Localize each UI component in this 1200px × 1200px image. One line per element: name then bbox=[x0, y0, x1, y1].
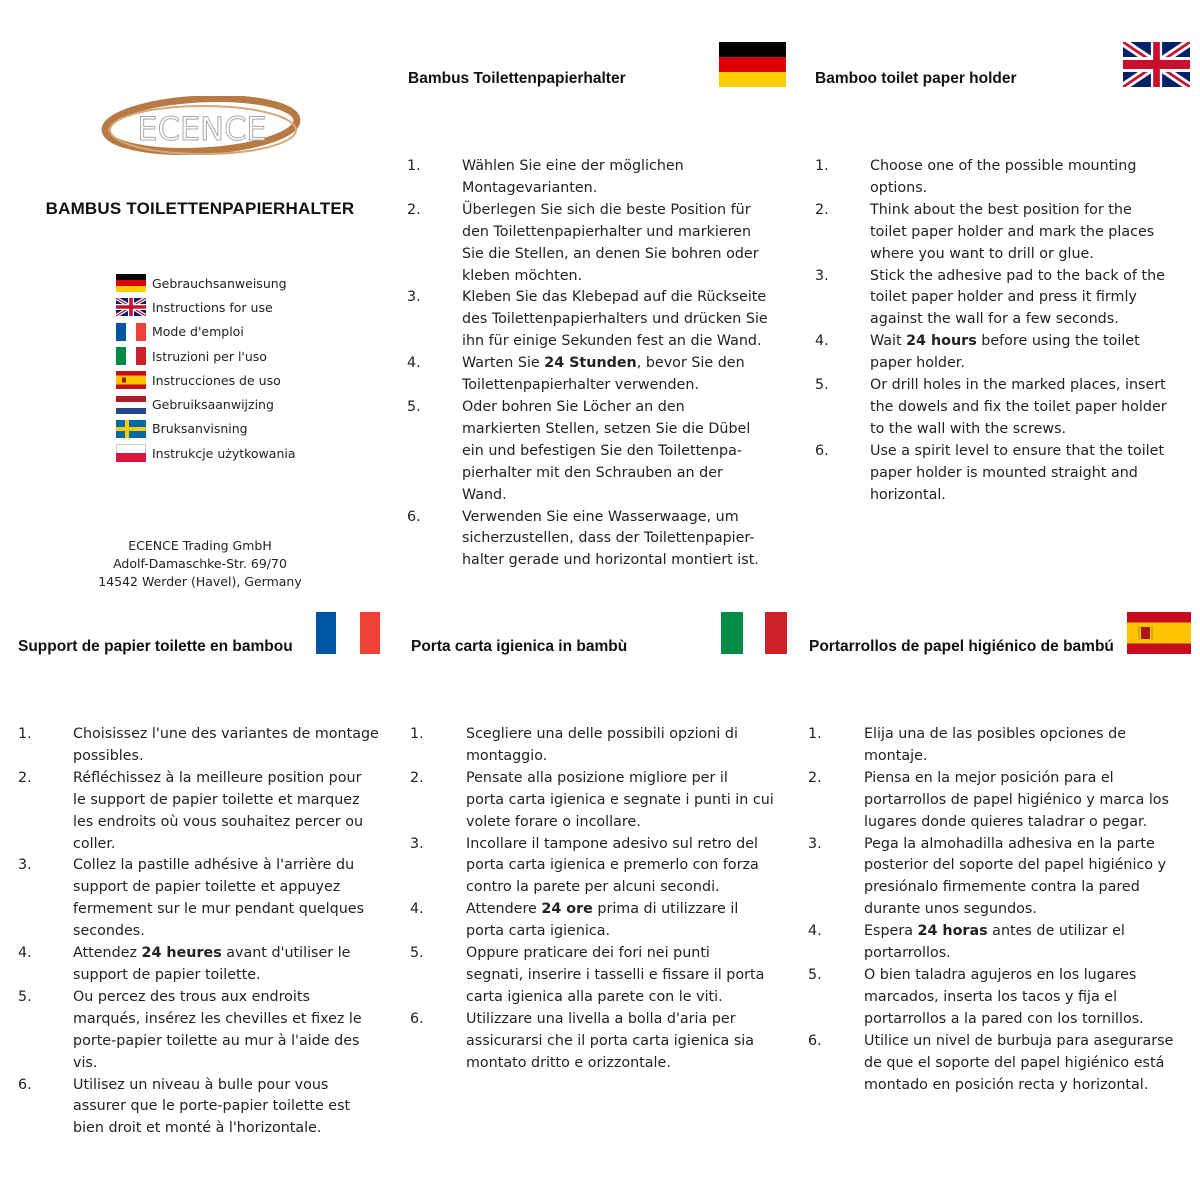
step-number: 2. bbox=[808, 769, 822, 786]
spain-flag-icon bbox=[116, 371, 146, 389]
bold-duration: 24 ore bbox=[541, 901, 593, 918]
step-item bbox=[18, 987, 390, 1075]
france-flag-icon bbox=[116, 323, 146, 341]
step-item bbox=[407, 507, 787, 573]
step-item bbox=[410, 899, 788, 943]
language-label: Instrucciones de uso bbox=[152, 372, 281, 388]
step-item bbox=[808, 965, 1193, 1031]
step-item bbox=[407, 156, 787, 200]
step-text: Elija una de las posibles opciones de montaje. bbox=[864, 726, 1127, 764]
step-item bbox=[808, 834, 1193, 922]
step-item bbox=[815, 375, 1185, 441]
step-number: 4. bbox=[808, 923, 822, 940]
step-item bbox=[410, 1009, 788, 1075]
step-text: Oder bohren Sie Löcher an den markierten Stellen, setzen Sie die Dübel ein und befestigen Sie den Toilettenpa- pierhalter mit den Schrauben an der Wand. bbox=[462, 398, 751, 503]
company-street: Adolf-Damaschke-Str. 69/70 bbox=[113, 556, 287, 571]
step-number: 5. bbox=[808, 966, 822, 983]
step-number: 2. bbox=[815, 201, 829, 218]
spain-flag-icon bbox=[1127, 612, 1191, 654]
heading-german: Bambus Toilettenpapierhalter bbox=[408, 70, 626, 87]
ecence-logo bbox=[100, 96, 305, 162]
step-text: Stick the adhesive pad to the back of the toilet paper holder and press it firmly against the wall for a few seconds. bbox=[870, 267, 1165, 328]
step-item bbox=[18, 855, 390, 943]
step-number: 1. bbox=[808, 726, 822, 742]
step-number: 3. bbox=[808, 835, 822, 852]
language-label: Instructions for use bbox=[152, 299, 273, 315]
step-item bbox=[808, 724, 1193, 768]
language-item-en bbox=[116, 295, 296, 319]
bold-duration: 24 heures bbox=[141, 945, 222, 962]
france-flag-icon bbox=[316, 612, 380, 654]
language-item-se bbox=[116, 417, 296, 441]
heading-italian: Porta carta igienica in bambù bbox=[411, 638, 628, 655]
step-text: Pega la almohadilla adhesiva en la parte posterior del soporte del papel higiénico y presiónalo firmemente contra la pared durante unos segundos. bbox=[864, 835, 1167, 918]
step-item bbox=[808, 768, 1193, 834]
step-text: Warten Sie 24 Stunden, bevor Sie den Toilettenpapierhalter verwenden. bbox=[462, 355, 745, 394]
step-text: Collez la pastille adhésive à l'arrière du support de papier toilette et appuyez fermement sur le mur pendant quelques secondes. bbox=[73, 857, 365, 940]
step-text: Think about the best position for the toilet paper holder and mark the places where you want to drill or glue. bbox=[870, 201, 1155, 262]
step-number: 2. bbox=[18, 769, 32, 786]
step-item bbox=[410, 768, 788, 834]
step-text: Choose one of the possible mounting options. bbox=[870, 158, 1137, 196]
step-number: 5. bbox=[815, 377, 829, 394]
step-item bbox=[410, 943, 788, 1009]
step-number: 2. bbox=[410, 769, 424, 786]
language-label: Mode d'emploi bbox=[152, 324, 244, 340]
step-number: 3. bbox=[410, 835, 424, 852]
steps-german bbox=[407, 156, 787, 572]
step-text: Verwenden Sie eine Wasserwaage, um sicherzustellen, dass der Toilettenpapier- halter gerade und horizontal montiert ist. bbox=[462, 508, 759, 569]
uk-flag-icon bbox=[1123, 42, 1190, 87]
step-number: 6. bbox=[410, 1010, 424, 1027]
step-number: 1. bbox=[410, 726, 424, 742]
language-item-es bbox=[116, 368, 296, 392]
step-item bbox=[815, 200, 1185, 266]
step-text: Use a spirit level to ensure that the toilet paper holder is mounted straight and horizontal. bbox=[870, 442, 1165, 503]
step-item bbox=[407, 397, 787, 507]
bold-duration: 24 hours bbox=[906, 333, 977, 350]
logo-text: ECENCE bbox=[137, 110, 267, 148]
step-number: 3. bbox=[18, 857, 32, 874]
step-item bbox=[18, 768, 390, 856]
step-item bbox=[410, 834, 788, 900]
steps-english bbox=[815, 156, 1185, 507]
step-number: 5. bbox=[18, 988, 32, 1005]
step-item bbox=[18, 724, 390, 768]
company-name: ECENCE Trading GmbH bbox=[128, 538, 272, 553]
germany-flag-icon bbox=[719, 42, 786, 87]
step-number: 4. bbox=[407, 355, 421, 372]
language-item-fr bbox=[116, 320, 296, 344]
step-number: 6. bbox=[808, 1032, 822, 1049]
language-item-de bbox=[116, 271, 296, 295]
step-number: 2. bbox=[407, 201, 421, 218]
step-number: 4. bbox=[815, 333, 829, 350]
step-item bbox=[18, 1075, 390, 1141]
step-item bbox=[407, 353, 787, 397]
step-text: Incollare il tampone adesivo sul retro del porta carta igienica e premerlo con forza contro la parete per alcuni secondi. bbox=[466, 835, 759, 896]
language-item-nl bbox=[116, 392, 296, 416]
company-address bbox=[0, 537, 400, 591]
step-text: Utilice un nivel de burbuja para asegurarse de que el soporte del papel higiénico está montado en posición recta y horizontal. bbox=[864, 1032, 1174, 1093]
poland-flag-icon bbox=[116, 444, 146, 462]
heading-english: Bamboo toilet paper holder bbox=[815, 70, 1017, 87]
step-text: Wait 24 hours before using the toilet paper holder. bbox=[870, 333, 1140, 372]
bold-duration: 24 horas bbox=[917, 923, 988, 940]
language-label: Istruzioni per l'uso bbox=[152, 348, 267, 364]
step-number: 3. bbox=[407, 289, 421, 306]
step-number: 6. bbox=[815, 442, 829, 459]
step-text: Überlegen Sie sich die beste Position für den Toilettenpapierhalter und markieren Sie die Stellen, an denen Sie bohren oder kleben möchten. bbox=[462, 201, 759, 284]
step-item bbox=[407, 200, 787, 288]
step-text: Wählen Sie eine der möglichen Montagevarianten. bbox=[462, 158, 684, 196]
step-number: 1. bbox=[815, 158, 829, 174]
step-text: Réfléchissez à la meilleure position pour le support de papier toilette et marquez les endroits où vous souhaitez percer ou coller. bbox=[73, 769, 364, 852]
step-item bbox=[808, 921, 1193, 965]
language-label: Gebrauchsanweisung bbox=[152, 275, 287, 291]
step-text: Utilizzare una livella a bolla d'aria per assicurarsi che il porta carta igienica sia montato dritto e orizzontale. bbox=[466, 1010, 755, 1071]
step-item bbox=[407, 287, 787, 353]
company-city: 14542 Werder (Havel), Germany bbox=[98, 574, 302, 589]
step-number: 3. bbox=[815, 267, 829, 284]
step-text: Scegliere una delle possibili opzioni di montaggio. bbox=[466, 726, 738, 764]
step-text: Piensa en la mejor posición para el portarrollos de papel higiénico y marca los lugares donde quieres taladrar o pegar. bbox=[864, 769, 1169, 830]
germany-flag-icon bbox=[116, 274, 146, 292]
language-item-pl bbox=[116, 441, 296, 465]
step-text: Pensate alla posizione migliore per il porta carta igienica e segnate i punti in cui volete forare o incollare. bbox=[466, 769, 774, 830]
uk-flag-icon bbox=[116, 298, 146, 316]
step-number: 6. bbox=[407, 508, 421, 525]
language-label: Gebruiksaanwijzing bbox=[152, 397, 274, 413]
heading-french: Support de papier toilette en bambou bbox=[18, 638, 293, 655]
product-title: BAMBUS TOILETTENPAPIERHALTER bbox=[45, 199, 355, 218]
language-list bbox=[116, 271, 296, 465]
heading-spanish: Portarrollos de papel higiénico de bambú bbox=[809, 638, 1114, 655]
language-item-it bbox=[116, 344, 296, 368]
step-item bbox=[808, 1031, 1193, 1097]
step-text: Espera 24 horas antes de utilizar el portarrollos. bbox=[864, 923, 1125, 962]
italy-flag-icon bbox=[116, 347, 146, 365]
step-text: Kleben Sie das Klebepad auf die Rückseite des Toilettenpapierhalters und drücken Sie ihn für einige Sekunden fest an die Wand. bbox=[462, 289, 768, 350]
step-number: 4. bbox=[18, 945, 32, 962]
step-item bbox=[815, 331, 1185, 375]
step-number: 5. bbox=[407, 398, 421, 415]
italy-flag-icon bbox=[721, 612, 787, 654]
netherlands-flag-icon bbox=[116, 396, 146, 414]
step-number: 5. bbox=[410, 945, 424, 962]
step-text: Attendere 24 ore prima di utilizzare il porta carta igienica. bbox=[466, 901, 739, 940]
step-item bbox=[815, 156, 1185, 200]
step-number: 1. bbox=[18, 726, 32, 742]
step-text: Choisissez l'une des variantes de montage possibles. bbox=[73, 726, 379, 764]
step-text: Ou percez des trous aux endroits marqués, insérez les chevilles et fixez le porte-papier toilette au mur à l'aide des vis. bbox=[73, 988, 362, 1071]
step-number: 4. bbox=[410, 901, 424, 918]
language-label: Instrukcje użytkowania bbox=[152, 445, 296, 461]
steps-spanish bbox=[808, 724, 1193, 1096]
step-item bbox=[815, 266, 1185, 332]
sweden-flag-icon bbox=[116, 420, 146, 438]
step-text: O bien taladra agujeros en los lugares marcados, inserta los tacos y fija el portarrollos a la pared con los tornillos. bbox=[864, 966, 1144, 1027]
step-text: Attendez 24 heures avant d'utiliser le support de papier toilette. bbox=[73, 945, 351, 983]
step-text: Utilisez un niveau à bulle pour vous assurer que le porte-papier toilette est bien droit et monté à l'horizontale. bbox=[73, 1076, 351, 1137]
step-text: Or drill holes in the marked places, insert the dowels and fix the toilet paper holder to the wall with the screws. bbox=[870, 377, 1167, 437]
steps-french bbox=[18, 724, 390, 1140]
step-number: 6. bbox=[18, 1076, 32, 1093]
step-item bbox=[815, 441, 1185, 507]
step-item bbox=[18, 943, 390, 987]
bold-duration: 24 Stunden bbox=[544, 355, 637, 372]
language-label: Bruksanvisning bbox=[152, 421, 248, 437]
step-text: Oppure praticare dei fori nei punti segnati, inserire i tasselli e fissare il porta carta igienica alla parete con le viti. bbox=[466, 945, 765, 1005]
step-item bbox=[410, 724, 788, 768]
step-number: 1. bbox=[407, 158, 421, 174]
steps-italian bbox=[410, 724, 788, 1075]
